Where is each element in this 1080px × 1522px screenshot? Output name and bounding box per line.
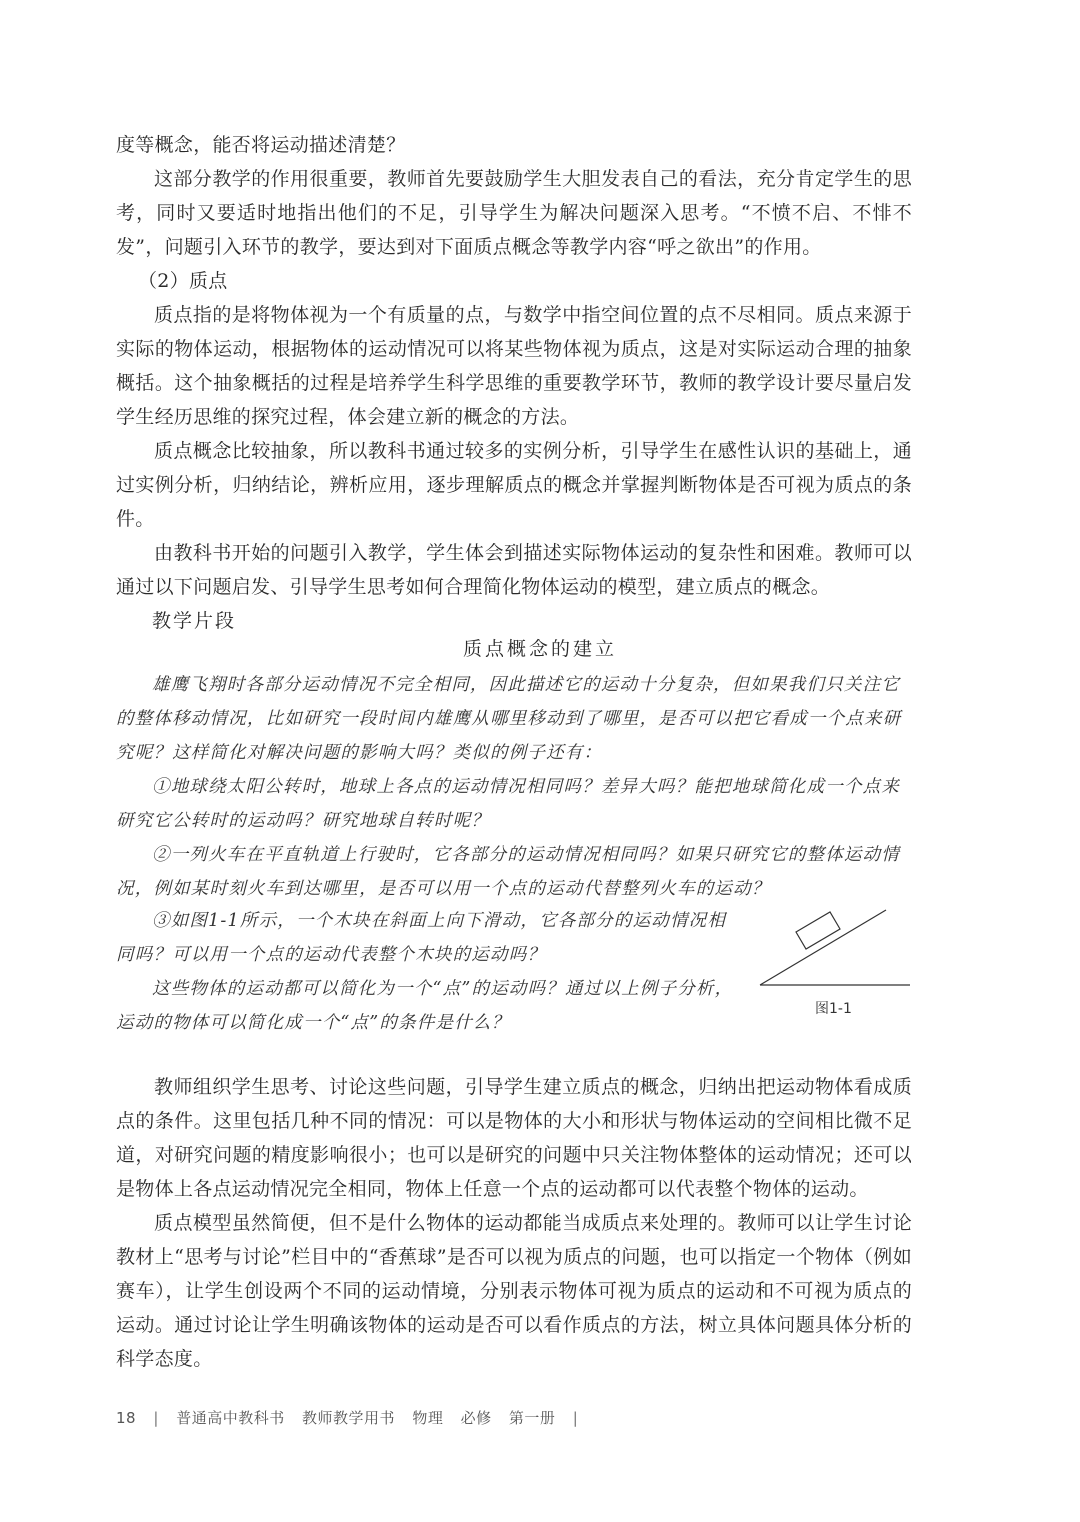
paragraph: 由教科书开始的问题引入教学，学生体会到描述实际物体运动的复杂性和困难。教师可以通过以下问题启发、引导学生思考如何合理简化物体运动的模型，建立质点的概念。	[116, 542, 912, 598]
footer-type: 教师教学用书	[302, 1409, 396, 1427]
paragraph: 质点模型虽然简便，但不是什么物体的运动都能当成质点来处理的。教师可以让学生讨论教材上“思考与讨论”栏目中的“香蕉球”是否可以视为质点的问题，也可以指定一个物体（例如赛车），让学生创设两个不同的运动情境，分别表示物体可视为质点的运动和不可视为质点的运动。通过讨论让学生明确该物体的运动是否可以看作质点的方法，树立具体问题具体分析的科学态度。	[116, 1212, 912, 1370]
footer-separator: |	[153, 1409, 159, 1427]
segment-paragraph: ②一列火车在平直轨道上行驶时，它各部分的运动情况相同吗？如果只研究它的整体运动情况，例如某时刻火车到达哪里，是否可以用一个点的运动代替整列火车的运动？	[116, 845, 900, 899]
paragraph: 度等概念，能否将运动描述清楚？	[116, 134, 406, 156]
segment-paragraph: 这些物体的运动都可以简化为一个“点”的运动吗？通过以上例子分析，运动的物体可以简化成一个“点”的条件是什么？	[116, 979, 734, 1033]
segment-text-block	[116, 668, 912, 906]
segment-paragraph: ③如图1-1所示，一个木块在斜面上向下滑动，它各部分的运动情况相同吗？可以用一个点的运动代表整个木块的运动吗？	[116, 911, 727, 965]
segment-text-block-narrow	[116, 904, 738, 1040]
paragraph: 教师组织学生思考、讨论这些问题，引导学生建立质点的概念，归纳出把运动物体看成质点的条件。这里包括几种不同的情况：可以是物体的大小和形状与物体运动的空间相比微不足道，对研究问题的精度影响很小；也可以是研究的问题中只关注物体整体的运动情况；还可以是物体上各点运动情况完全相同，物体上任意一个点的运动都可以代表整个物体的运动。	[116, 1076, 912, 1200]
section-heading: （2）质点	[138, 270, 228, 292]
figure-caption: 图1-1	[815, 1001, 852, 1017]
segment-paragraph: 雄鹰飞翔时各部分运动情况不完全相同，因此描述它的运动十分复杂，但如果我们只关注它的整体移动情况，比如研究一段时间内雄鹰从哪里移动到了哪里，是否可以把它看成一个点来研究呢？这样简化对解决问题的影响大吗？类似的例子还有：	[116, 675, 902, 763]
footer-volume: 第一册	[508, 1409, 556, 1427]
page-footer	[116, 1407, 590, 1428]
paragraph: 这部分教学的作用很重要，教师首先要鼓励学生大胆发表自己的看法，充分肯定学生的思考，同时又要适时地指出他们的不足，引导学生为解决问题深入思考。“不愤不启、不悱不发”，问题引入环节的教学，要达到对下面质点概念等教学内容“呼之欲出”的作用。	[116, 168, 912, 258]
segment-paragraph: ①地球绕太阳公转时，地球上各点的运动情况相同吗？差异大吗？能把地球简化成一个点来研究它公转时的运动吗？研究地球自转时呢？	[116, 777, 900, 831]
top-text-block	[116, 128, 912, 604]
footer-subject: 物理	[412, 1409, 444, 1427]
wooden-block	[796, 912, 840, 949]
bottom-text-block	[116, 1070, 912, 1376]
segment-title: 质点概念的建立	[462, 638, 617, 660]
paragraph: 质点指的是将物体视为一个有质量的点，与数学中指空间位置的点不尽相同。质点来源于实际的物体运动，根据物体的运动情况可以将某些物体视为质点，这是对实际运动合理的抽象概括。这个抽象概括的过程是培养学生科学思维的重要教学环节，教师的教学设计要尽量启发学生经历思维的探究过程，体会建立新的概念的方法。	[116, 304, 912, 428]
paragraph: 质点概念比较抽象，所以教科书通过较多的实例分析，引导学生在感性认识的基础上，通过实例分析，归纳结论，辨析应用，逐步理解质点的概念并掌握判断物体是否可视为质点的条件。	[116, 440, 912, 530]
footer-separator: |	[572, 1409, 579, 1427]
footer-book: 普通高中教科书	[176, 1409, 285, 1427]
page-number: 18	[116, 1409, 137, 1427]
footer-module: 必修	[460, 1409, 492, 1427]
segment-label: 教学片段	[152, 610, 237, 632]
